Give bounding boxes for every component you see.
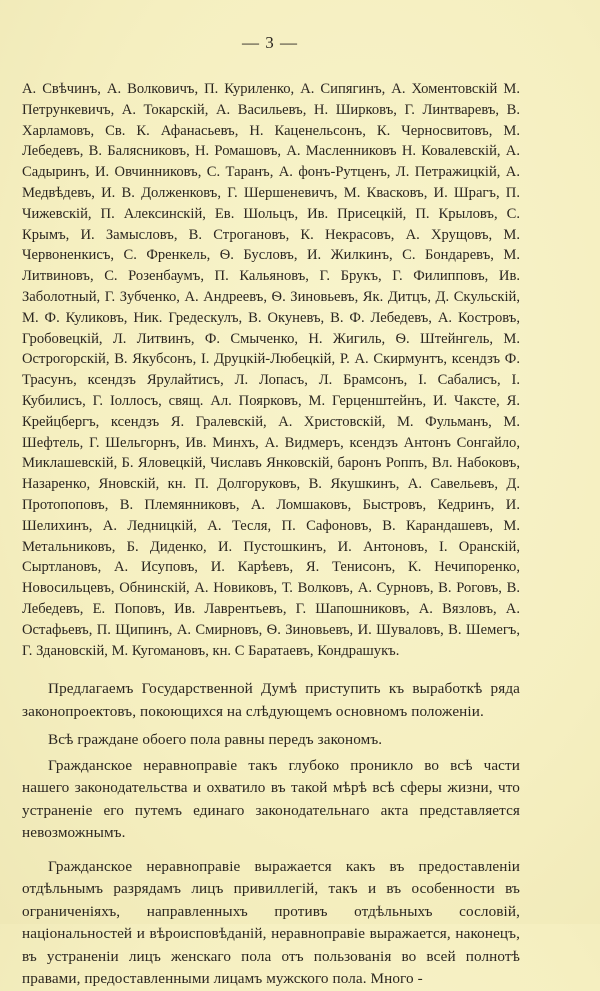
- page-number: — 3 —: [242, 33, 298, 52]
- inequality-paragraph: Гражданское неравноправіе такъ глубоко проникло во всѣ части нашего законодательства и охватило въ такой мѣрѣ всѣ сферы жизни, что устраненіе его путемъ единаго законодательнаго акта представляется невозможнымъ.: [22, 756, 520, 842]
- inequality-expression-paragraph: Гражданское неравноправіе выражается какъ въ предоставленіи отдѣльнымъ разрядамъ лицъ привиллегій, такъ и въ особенности въ ограниченіяхъ, направленныхъ противъ отдѣльныхъ сословій, національностей и вѣроисповѣданій, неравноправіе выражается, наконецъ, въ устраненіи лицъ женскаго пола отъ пользованія во всей полнотѣ правами, предоставленными лицамъ мужского пола. Много -: [22, 857, 520, 988]
- equality-statement: Всѣ граждане обоего пола равны передъ закономъ.: [48, 731, 383, 749]
- body-text: [22, 79, 520, 991]
- signatories-list: А. Свѣчинъ, А. Волковичъ, П. Куриленко, А. Сипягинъ, А. Хоментовскій М. Петрункевичъ, А. Токарскій, А. Васильевъ, Н. Ширковъ, Г. Линтваревъ, В. Харламовъ, Св. К. Афанасьевъ, Н. Каценельсонъ, К. Черносвитовъ, М. Лебедевъ, В. Балясниковъ, Н. Ромашовъ, А. Масленниковъ Н. Ковалевскій, А. Садыринъ, И. Овчинниковъ, С. Таранъ, А. фонъ-Рутценъ, Л. Петражицкій, А. Медвѣдевъ, И. В. Долженковъ, Г. Шершеневичъ, М. Квасковъ, И. Шрагъ, П. Чижевскій, П. Алексинскій, Ев. Шольцъ, Ив. Присецкій, П. Крыловъ, С. Крымъ, И. Замысловъ, В. Строгановъ, К. Некрасовъ, А. Хрущовъ, М. Червоненкисъ, С. Френкель, Ѳ. Бусловъ, И. Жилкинъ, С. Бондаревъ, М. Литвиновъ, С. Розенбаумъ, П. Кальяновъ, Г. Брукъ, Г. Филипповъ, Ив. Заболотный, Г. Зубченко, А. Андреевъ, Ѳ. Зиновьевъ, Як. Дитцъ, Д. Скульскій, М. Ф. Куликовъ, Ник. Гредескулъ, В. Окуневъ, В. Ф. Лебедевъ, А. Костровъ, Гробовецкій, Л. Литвинъ, Ф. Смыченко, Н. Жигиль, Ѳ. Штейнгель, М. Острогорскій, В. Якубсонъ, І. Друцкій-Любецкій, Р. А. Скирмунтъ, ксендзъ Ф. Трасунъ, ксендзъ Ярулайтисъ, Л. Лопасъ, Л. Брамсонъ, І. Сабалисъ, І. Кубилисъ, Г. Іоллосъ, свящ. Ал. Поярковъ, М. Герценштейнъ, И. Чаксте, Я. Крейцбергъ, ксендзъ Я. Гралевскій, А. Христовскій, М. Фульманъ, М. Шефтель, Г. Шельгорнъ, Ив. Минхъ, А. Видмеръ, ксендзъ Антонъ Сонгайло, Миклашевскій, Б. Яловецкій, Числавъ Янковскій, баронъ Роппъ, Вл. Набоковъ, Назаренко, Яновскій, кн. П. Долгоруковъ, В. Якушкинъ, А. Савельевъ, Д. Протопоповъ, В. Племянниковъ, А. Ломшаковъ, Быстровъ, Кедринъ, И. Шелихинъ, А. Ледницкій, А. Тесля, П. Сафоновъ, В. Карандашевъ, М. Метальниковъ, Б. Диденко, И. Пустошкинъ, И. Антоновъ, І. Оранскій, Сыртлановъ, А. Исуповъ, И. Карѣевъ, Я. Тенисонъ, К. Нечипоренко, Новосильцевъ, Обнинскій, А. Новиковъ, Т. Волковъ, А. Сурновъ, В. Роговъ, В. Лебедевъ, Е. Поповъ, Ив. Лаврентьевъ, Г. Шапошниковъ, А. Вязловъ, А. Остафьевъ, П. Щипинъ, А. Смирновъ, Ѳ. Зиновьевъ, И. Шуваловъ, В. Шемегъ, Г. Здановскій, М. Кугомановъ, кн. С Баратаевъ, Кондрашукъ.: [22, 81, 520, 659]
- proposal-paragraph: Предлагаемъ Государственной Думѣ приступить къ выработкѣ ряда законопроектовъ, покоющихся на слѣдующемъ основномъ положеніи.: [22, 680, 520, 720]
